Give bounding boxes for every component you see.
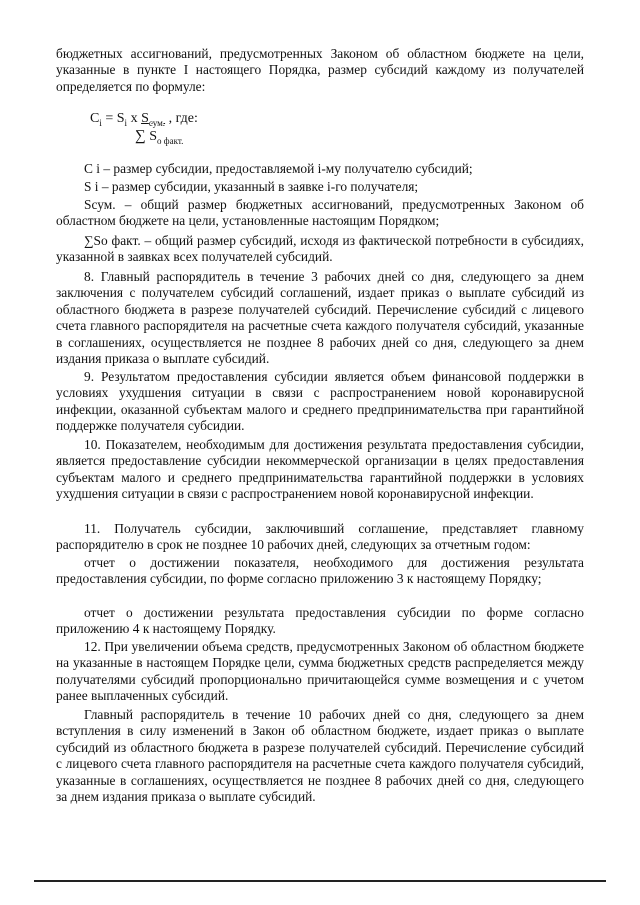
paragraph-9: 9. Результатом предоставления субсидии является объем финансовой поддержки в условиях ухудшения ситуации в связи с распространением новой коронавирусной инфекции, оказанной субъектам малого и среднего предпринимательства при гарантийной поддержке получателя субсидии. — [56, 369, 584, 434]
paragraph-11-report-indicator: отчет о достижении показателя, необходимого для достижения результата предоставления субсидии, по форме согласно приложению 3 к настоящему Порядку; — [56, 555, 584, 587]
intro-paragraph: бюджетных ассигнований, предусмотренных Законом об областном бюджете на цели, указанные в пункте I настоящего Порядка, размер субсидий каждому из получателей определяется по формуле: — [56, 46, 584, 94]
formula-times: x — [127, 111, 142, 126]
formula-s-sum-sub: сум. — [148, 117, 166, 128]
formula-denominator: S — [145, 129, 157, 144]
formula-s-sum: S — [141, 111, 149, 126]
paragraph-11-report-result: отчет о достижении результата предоставления субсидии по форме согласно приложению 4 к настоящему Порядку. — [56, 605, 584, 637]
definition-si: S i – размер субсидии, указанный в заявке i-го получателя; — [84, 179, 419, 194]
page-bottom-rule — [34, 880, 606, 882]
formula-eq: = S — [101, 111, 125, 126]
paragraph-8: 8. Главный распорядитель в течение 3 рабочих дней со дня, следующего за днем заключения с получателем субсидий соглашений, издает приказ о выплате субсидий из областного бюджета в разрезе получателей субсидий. Перечисление субсидий с лицевого счета главного распорядителя на расчетные счета каждого получателя субсидий, указанные в соглашениях, осуществляется не позднее 8 рабочих дней со дня, следующего за днем издания приказа о выплате субсидий. — [56, 269, 584, 367]
formula-denominator-line — [135, 127, 183, 150]
paragraph-12: 12. При увеличении объема средств, предусмотренных Законом об областном бюджете на указанные в настоящем Порядке цели, сумма бюджетных средств распределяется между получателями субсидий пропорционально причитающейся сумме возмещения и с учетом ранее выплаченных субсидий. — [56, 639, 584, 704]
definition-sum-fact: ∑Sо факт. – общий размер субсидий, исходя из фактической потребности в субсидиях, указанной в заявках всех получателей субсидий. — [56, 233, 584, 265]
formula-lhs: C — [90, 111, 100, 126]
paragraph-12-continuation: Главный распорядитель в течение 10 рабочих дней со дня, следующего за днем вступления в силу изменений в Закон об областном бюджете, издает приказ о выплате субсидий из областного бюджета в разрезе получателей субсидий. Перечисление субсидий с лицевого счета главного распорядителя на расчетные счета каждого получателя субсидий, указанные в соглашениях, осуществляется не позднее 8 рабочих дней со дня, следующего за днем издания приказа о выплате субсидий. — [56, 707, 584, 805]
sigma-symbol: ∑ — [135, 128, 146, 144]
definition-ci: С i – размер субсидии, предоставляемой i-му получателю субсидий; — [84, 161, 473, 176]
subsidy-formula — [90, 110, 198, 146]
paragraph-10: 10. Показателем, необходимым для достижения результата предоставления субсидии, является предоставление субсидии некоммерческой организации в целях предоставления субъектам малого и среднего предпринимательства гарантийной поддержки в условиях ухудшения ситуации в связи с распространением новой коронавирусной инфекции. — [56, 437, 584, 502]
formula-denominator-sub: о факт. — [157, 135, 184, 146]
paragraph-11: 11. Получатель субсидии, заключивший соглашение, представляет главному распорядителю в срок не позднее 10 рабочих дней, следующих за отчетным годом: — [56, 521, 584, 553]
formula-s-sub: i — [124, 117, 128, 128]
formula-lhs-sub: i — [99, 117, 102, 128]
formula-where: , где: — [165, 111, 198, 126]
definition-ssum: Sсум. – общий размер бюджетных ассигнований, предусмотренных Законом об областном бюджете на цели, установленные настоящим Порядком; — [56, 197, 584, 229]
